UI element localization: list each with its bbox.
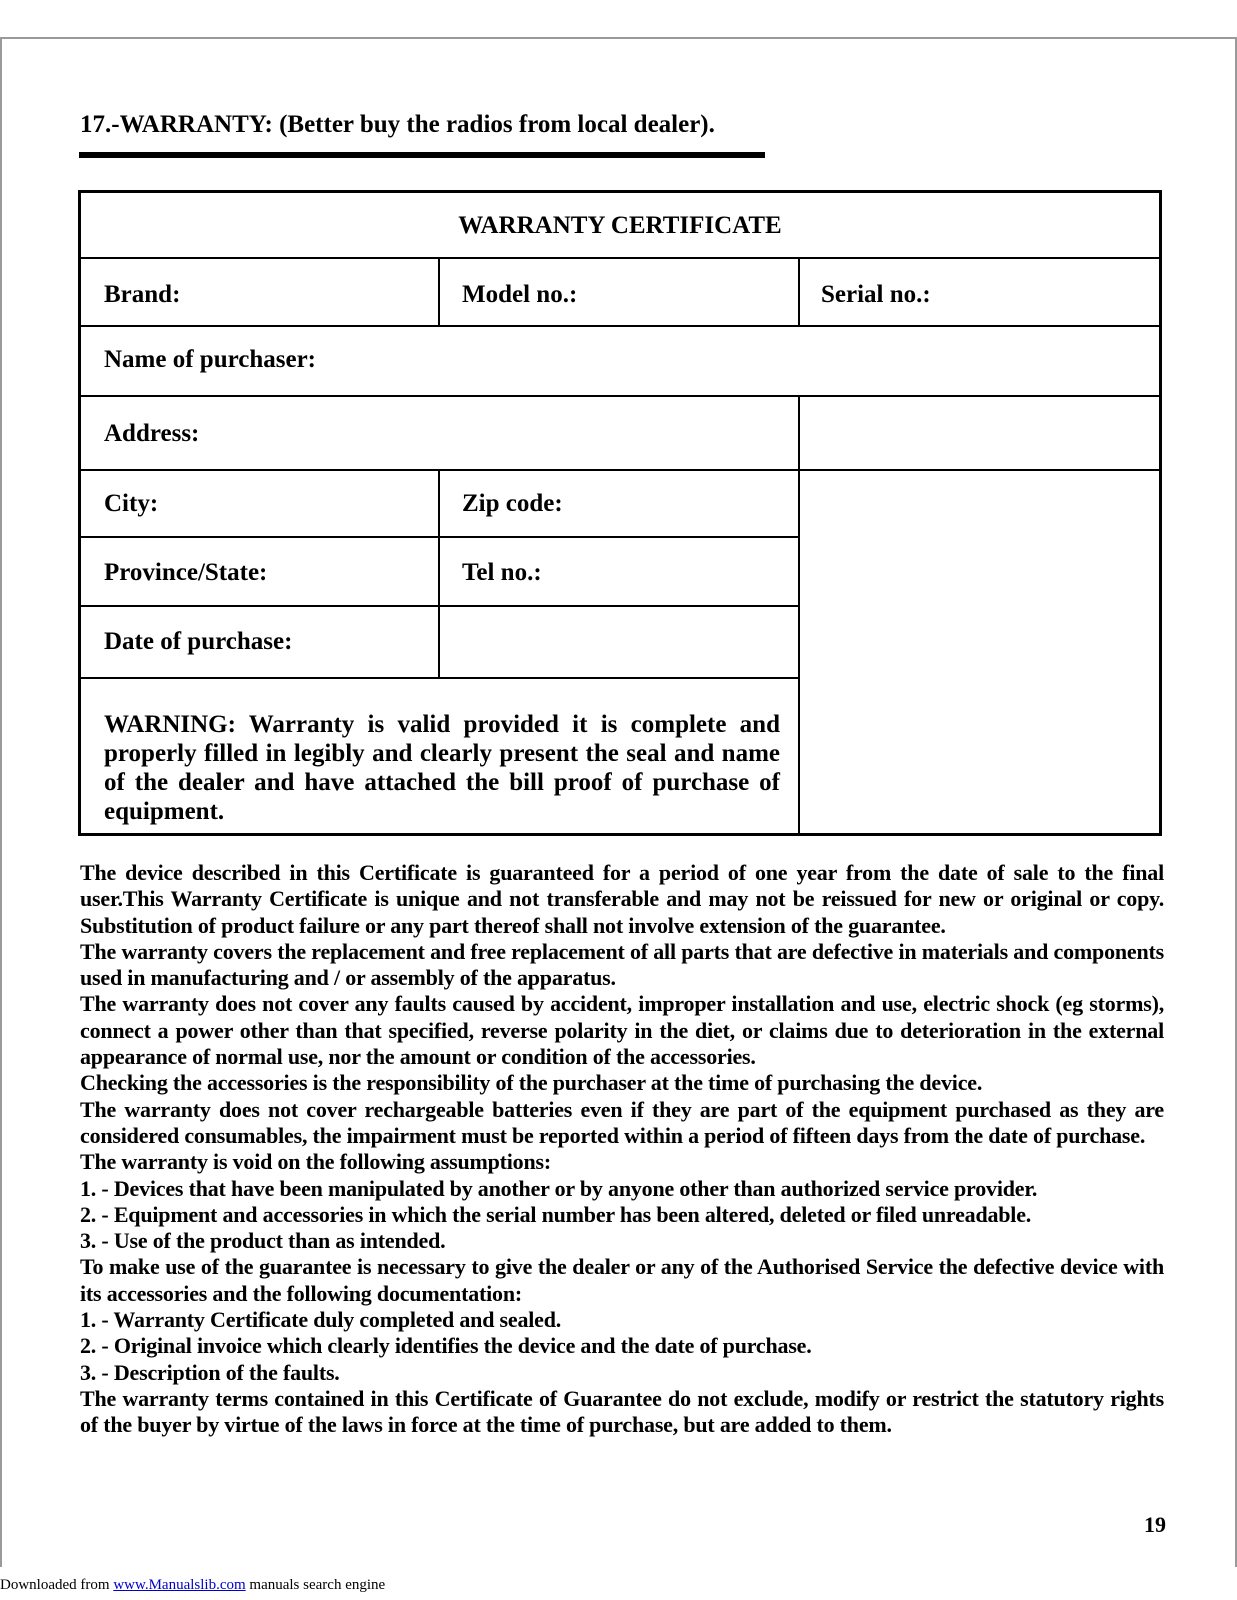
- list-item: 1. - Devices that have been manipulated by another or by anyone other than authorized service provider.: [80, 1175, 1038, 1201]
- address-label: Address:: [104, 420, 200, 447]
- section-heading: 17.-WARRANTY: (Better buy the radios from local dealer).: [80, 111, 715, 138]
- list-item: 2. - Original invoice which clearly identifies the device and the date of purchase.: [80, 1333, 812, 1359]
- table-border-top: [78, 190, 1162, 193]
- table-border-left: [78, 190, 81, 836]
- table-column-rule: [438, 469, 440, 679]
- serial-label: Serial no.:: [821, 281, 931, 308]
- brand-label: Brand:: [104, 281, 181, 308]
- model-label: Model no.:: [462, 281, 578, 308]
- table-column-rule: [798, 395, 800, 835]
- warranty-terms: [80, 860, 1164, 1439]
- city-label: City:: [104, 490, 159, 517]
- table-border-right: [1159, 190, 1162, 836]
- table-rule: [78, 469, 1162, 471]
- tel-label: Tel no.:: [462, 559, 542, 586]
- page-number: 19: [1144, 1512, 1166, 1537]
- purchaser-label: Name of purchaser:: [104, 346, 316, 373]
- table-rule: [78, 395, 1162, 397]
- warranty-certificate-table: [78, 190, 1162, 836]
- date-label: Date of purchase:: [104, 628, 293, 655]
- page-frame-left: [0, 37, 2, 1567]
- list-item: 3. - Description of the faults.: [80, 1359, 340, 1385]
- paragraph: The warranty covers the replacement and free replacement of all parts that are defective in materials and components used in manufacturing and / or assembly of the apparatus.: [80, 938, 1164, 991]
- footer-prefix: Downloaded from: [0, 1577, 114, 1593]
- paragraph: The device described in this Certificate is guaranteed for a period of one year from the date of sale to the final user.This Warranty Certificate is unique and not transferable and may not be reissued for new or original or copy. Substitution of product failure or any part thereof shall not involve extension of the guarantee.: [80, 860, 1164, 938]
- list-item: 1. - Warranty Certificate duly completed and sealed.: [80, 1307, 562, 1333]
- heading-underline: [79, 152, 765, 158]
- province-label: Province/State:: [104, 559, 268, 586]
- paragraph: To make use of the guarantee is necessary to give the dealer or any of the Authorised Service the defective device with its accessories and the following documentation:: [80, 1254, 1164, 1306]
- table-rule: [78, 257, 1162, 259]
- certificate-title: WARRANTY CERTIFICATE: [458, 212, 782, 239]
- table-rule: [78, 325, 1162, 327]
- paragraph: The warranty is void on the following assumptions:: [80, 1149, 552, 1175]
- warning-text: WARNING: Warranty is valid provided it is complete and properly filled in legibly and clearly present the seal and name of the dealer and have attached the bill proof of purchase of equipment.: [104, 711, 780, 825]
- table-border-bottom: [78, 833, 1162, 836]
- table-column-rule: [798, 257, 800, 327]
- table-column-rule: [438, 257, 440, 327]
- list-item: 3. - Use of the product than as intended.: [80, 1228, 446, 1254]
- footer: [0, 1577, 385, 1594]
- manualslib-link[interactable]: www.Manualslib.com: [113, 1577, 246, 1593]
- zip-label: Zip code:: [462, 490, 563, 517]
- list-item: 2. - Equipment and accessories in which the serial number has been altered, deleted or filed unreadable.: [80, 1201, 1032, 1227]
- footer-suffix: manuals search engine: [245, 1577, 386, 1593]
- page-frame-top: [0, 37, 1237, 39]
- paragraph: Checking the accessories is the responsibility of the purchaser at the time of purchasing the device.: [80, 1070, 983, 1096]
- paragraph: The warranty does not cover any faults caused by accident, improper installation and use, electric shock (eg storms), connect a power other than that specified, reverse polarity in the diet, or claims due to deterioration in the external appearance of normal use, nor the amount or condition of the accessories.: [80, 991, 1164, 1070]
- paragraph: The warranty does not cover rechargeable batteries even if they are part of the equipment purchased as they are considered consumables, the impairment must be reported within a period of fifteen days from the date of purchase.: [80, 1096, 1164, 1148]
- paragraph: The warranty terms contained in this Certificate of Guarantee do not exclude, modify or restrict the statutory rights of the buyer by virtue of the laws in force at the time of purchase, but are added to them.: [80, 1385, 1164, 1438]
